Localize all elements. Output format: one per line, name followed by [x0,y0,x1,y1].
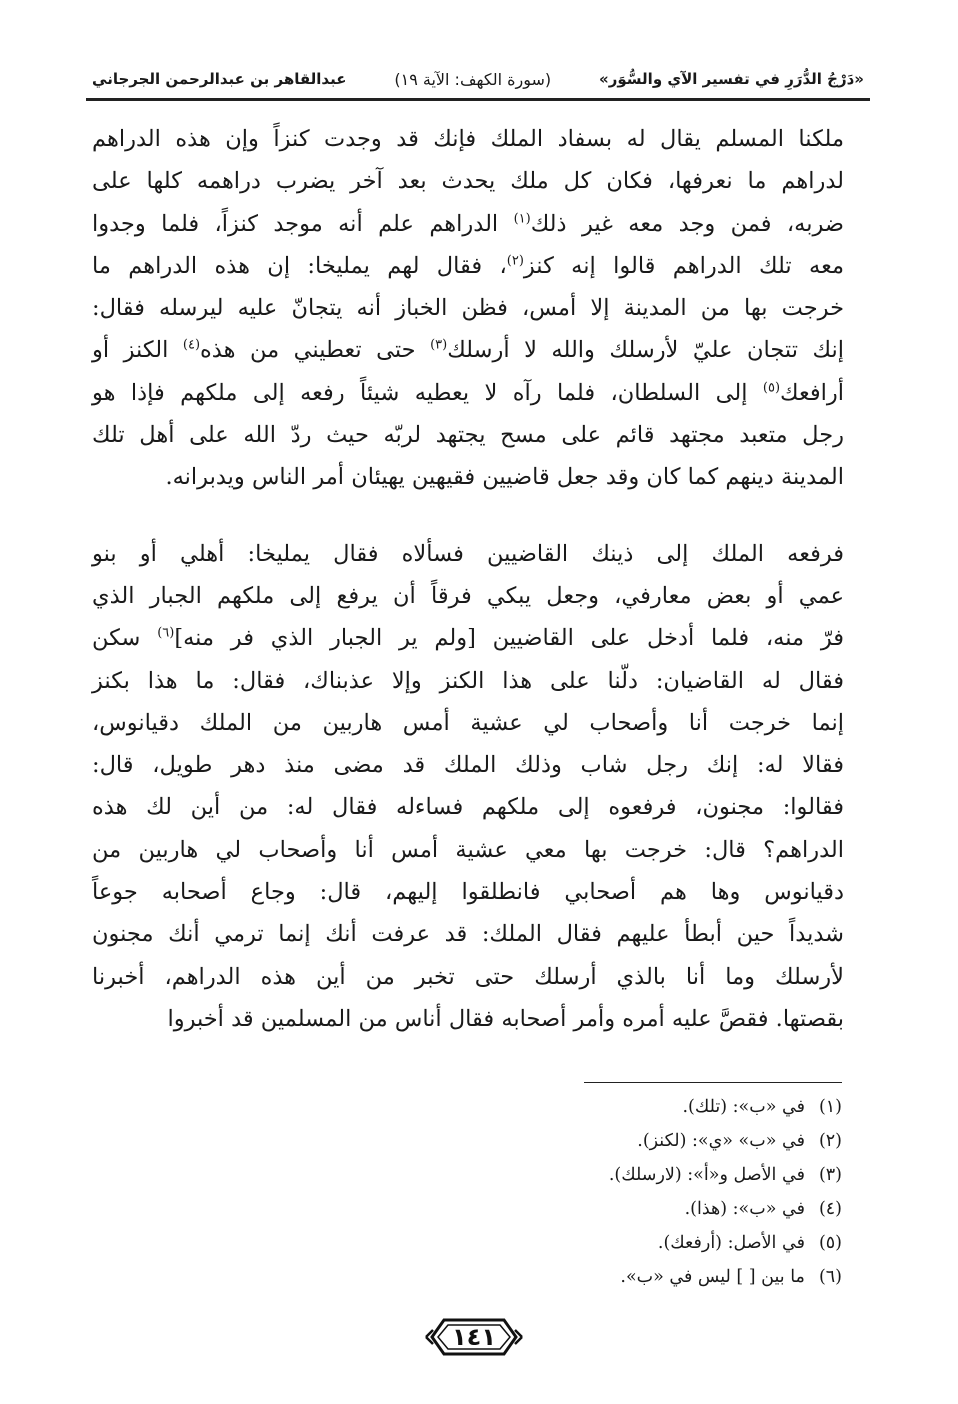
paragraph [92,118,844,499]
text-line: أرافعك$^{(٥)}$ إلى السلطان، فلما رآه لا يعطيه شيئاً رفعه إلى ملكهم فإذا هو [92,379,844,406]
text-line: ملكنا المسلم يقال له بسفاد الملك فإنك قد وجدت كنزاً وإن هذه الدراهم [92,126,844,152]
text-line: لدراهم ما نعرفها، فكان كل ملك يحدث بعد آخر يضرب دراهمه كلها على [92,168,844,195]
footnote-text: في «ب» «ي»: (لكنز). [637,1131,805,1151]
text-line: عمي أو بعض معارفي، وجعل يبكي فرقاً أن يرفع إلى ملكهم الجبار الذي [92,582,844,609]
footnote-marker[interactable]: (٦) [157,625,175,641]
text-line: فرفعه الملك إلى ذينك القاضيين فسألاه فقال يمليخا: أهلي أو بنو [92,540,844,567]
chapter-reference: (سورة الكهف: الآية ١٩) [394,69,552,89]
footnotes-list [342,1090,842,1294]
footnote-item [342,1260,842,1294]
text-line: فقالوا: مجنون، فرفعوه إلى ملكهم فساءله فقال له: من أين لك هذه [92,794,844,821]
footnote-marker[interactable]: (١) [513,211,531,227]
text-line: فقالا له: إنك رجل شاب وذلك الملك قد مضى منذ دهر طويل، قال: [92,752,844,779]
footnote-item [342,1124,842,1158]
text-line: معه تلك الدراهم قالوا إنه كنز$^{(٢)}$، فقال لهم يمليخا: إن هذه الدراهم ما [92,252,844,279]
footnote-text: في «ب»: (تلك). [682,1097,805,1117]
paragraph [92,533,844,1041]
text-line: المدينة دينهم كما كان وقد جعل قاضيين فقيهين يهيئان أمر الناس ويدبرانه. [165,464,844,491]
text-line: دقيانوس وها هم أصحابي فانطلقوا إليهم، قال: وجاع أصحابه جوعاً [92,879,844,906]
text-line: لأرسلك وما أنا بالذي أرسلك حتى تخبر من أين هذه الدراهم، أخبرنا [92,963,844,990]
page-number: ١٤١ [452,1323,496,1351]
footnote-number: (٢) [818,1131,842,1151]
footnote-marker[interactable]: (٤) [182,337,201,353]
running-header [92,62,864,96]
footnote-item [342,1226,842,1260]
footnote-marker[interactable]: (٥) [762,380,781,396]
footnote-marker[interactable]: (٢) [506,253,524,269]
footnote-marker[interactable]: (٣) [430,337,448,353]
footnote-item [342,1192,842,1226]
paragraph-gap [92,499,844,533]
footnote-number: (٥) [818,1233,842,1253]
footnote-text: ما بين [ ] ليس في «ب». [620,1267,805,1287]
footnote-number: (٣) [818,1165,842,1185]
footnote-item [342,1090,842,1124]
footnote-number: (٤) [818,1199,842,1219]
text-line: رجل متعبد مجتهد قائم على مسح يجتهد لربّه حيث ردّ الله على أهل تلك [92,422,844,449]
book-title: «دَرْجُ الدُّرَرِ في تفسير الآي والسُّوَر» [599,70,864,88]
header-rule [86,98,870,101]
text-line: ضربه، فمن وجد معه غير ذلك$^{(١)}$ الدراهم علم أنه موجد كنزاً، فلما وجدوا [92,210,844,237]
author-name: عبدالقاهر بن عبدالرحمن الجرجاني [92,70,347,88]
page-number-ornament [424,1314,524,1360]
main-text [92,118,844,1040]
text-line: شديداً حين أبطأ عليهم فقال الملك: قد عرفت أنك إنما ترمي أنك مجنون [92,921,844,948]
text-line: فقال له القاضيان: دلّنا على هذا الكنز وإلا عذبناك، فقال: ما هذا بكنز [92,667,844,694]
text-line: إنك تتجان عليّ لأرسلك والله لا أرسلك$^{(٣)}$ حتى تعطيني من هذه$^{(٤)}$ الكنز أو [92,337,844,364]
footnote-number: (١) [818,1097,842,1117]
text-line: فرّ منه، فلما أدخل على القاضيين [ولم ير الجبار الذي فر منه]$^{(٦)}$ سكن [92,625,844,652]
text-line: إنما خرجت أنا وأصحاب لي عشية أمس هاربين من الملك دقيانوس، [92,709,844,736]
footnote-text: في «ب»: (هذا). [684,1199,805,1219]
footnote-rule [584,1082,842,1083]
footnote-item [342,1158,842,1192]
footnote-number: (٦) [818,1267,842,1287]
footnote-text: في الأصل و«أ»: (لارسلك). [608,1165,805,1185]
text-line: خرجت بها من المدينة إلا أمس، فظن الخباز أنه يتجانّ عليه ليرسله فقال: [92,295,844,322]
text-line: الدراهم؟ قال: خرجت بها معي عشية أمس أنا وأصحاب لي هاربين من [92,836,844,863]
text-line: بقصتها. فقصَّ عليه أمره وأمر أصحابه فقال أناس من المسلمين قد أخبروا [167,1005,844,1032]
footnote-text: في الأصل: (أرفعك). [657,1233,805,1253]
